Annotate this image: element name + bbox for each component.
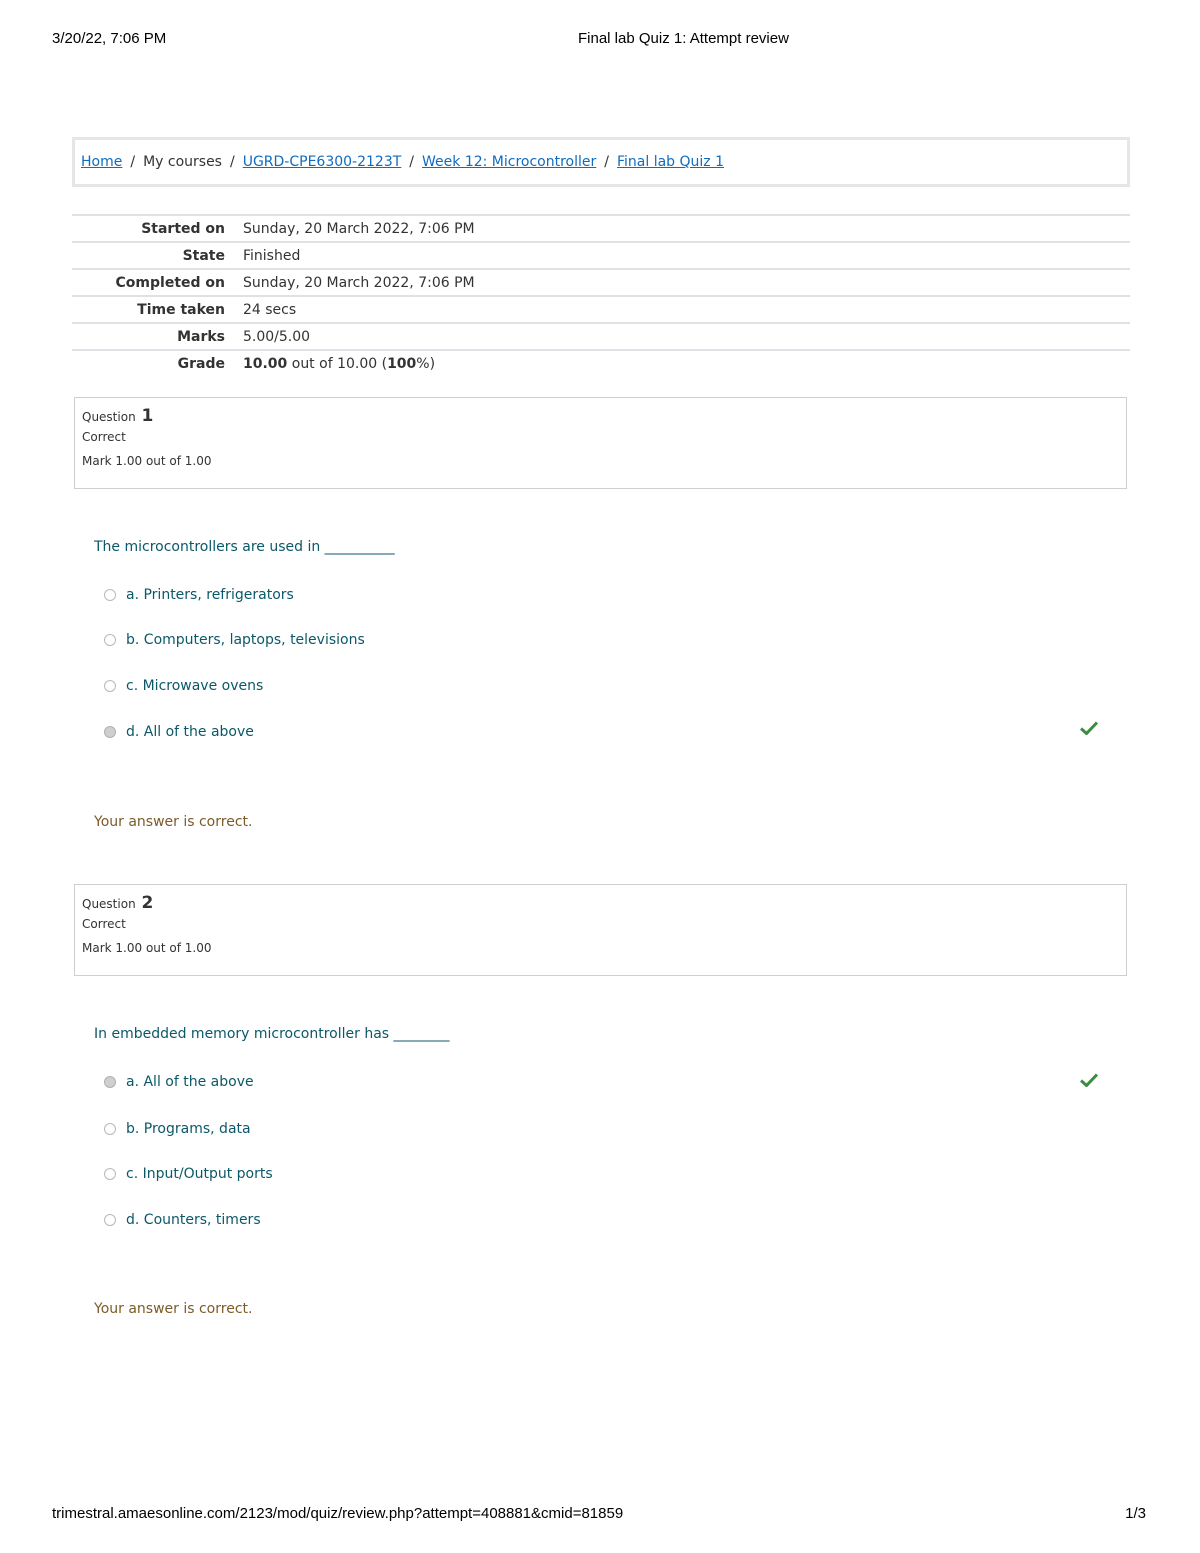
question-info-box xyxy=(74,397,1127,489)
answer-label: a. Printers, refrigerators xyxy=(126,587,294,603)
summary-value: 24 secs xyxy=(243,301,297,318)
print-title: Final lab Quiz 1: Attempt review xyxy=(578,30,789,47)
print-url: trimestral.amaesonline.com/2123/mod/quiz/review.php?attempt=408881&cmid=81859 xyxy=(52,1505,624,1522)
answer-option[interactable] xyxy=(104,1212,261,1228)
summary-label: Marks xyxy=(177,328,225,345)
answer-label: c. Microwave ovens xyxy=(126,678,264,694)
breadcrumb-separator: / xyxy=(130,154,136,170)
summary-label: Completed on xyxy=(115,274,225,291)
answer-label: a. All of the above xyxy=(126,1074,254,1090)
breadcrumb-separator: / xyxy=(409,154,415,170)
breadcrumb xyxy=(72,137,1130,187)
summary-row-started xyxy=(72,214,1130,241)
question-number xyxy=(82,893,1119,913)
answer-label: d. Counters, timers xyxy=(126,1212,261,1228)
check-icon xyxy=(1080,1073,1098,1087)
answer-label: b. Computers, laptops, televisions xyxy=(126,632,365,648)
answer-option[interactable] xyxy=(104,632,365,648)
breadcrumb-home-link[interactable]: Home xyxy=(81,154,123,170)
breadcrumb-section-link[interactable]: Week 12: Microcontroller xyxy=(422,154,597,170)
question-state: Correct xyxy=(82,430,126,444)
summary-row-state xyxy=(72,241,1130,268)
answer-option[interactable] xyxy=(104,1121,251,1137)
radio-button[interactable] xyxy=(104,634,116,646)
summary-value: Sunday, 20 March 2022, 7:06 PM xyxy=(243,274,475,291)
radio-button-selected[interactable] xyxy=(104,726,116,738)
radio-button[interactable] xyxy=(104,1168,116,1180)
summary-label: Time taken xyxy=(137,301,225,318)
question-label: Question xyxy=(82,410,136,424)
grade-percent-suffix: %) xyxy=(416,355,436,372)
question-number-value: 1 xyxy=(141,406,154,426)
grade-score: 10.00 xyxy=(243,355,288,372)
summary-label: State xyxy=(182,247,225,264)
answer-option[interactable] xyxy=(104,587,294,603)
feedback-text: Your answer is correct. xyxy=(94,1301,253,1317)
answer-label: b. Programs, data xyxy=(126,1121,251,1137)
answer-label: c. Input/Output ports xyxy=(126,1166,273,1182)
summary-row-marks xyxy=(72,322,1130,349)
print-page-number: 1/3 xyxy=(1125,1505,1146,1522)
summary-value: Sunday, 20 March 2022, 7:06 PM xyxy=(243,220,475,237)
answer-label: d. All of the above xyxy=(126,724,254,740)
summary-row-completed xyxy=(72,268,1130,295)
question-state: Correct xyxy=(82,917,126,931)
summary-row-grade xyxy=(72,349,1130,376)
breadcrumb-separator: / xyxy=(604,154,609,170)
print-date: 3/20/22, 7:06 PM xyxy=(52,30,167,47)
breadcrumb-separator: / xyxy=(229,154,235,170)
summary-value: 5.00/5.00 xyxy=(243,328,311,345)
grade-out-of: out of 10.00 ( xyxy=(287,355,388,372)
radio-button[interactable] xyxy=(104,1123,116,1135)
grade-percent: 100 xyxy=(387,355,417,372)
radio-button[interactable] xyxy=(104,1214,116,1226)
breadcrumb-my-courses: My courses xyxy=(143,154,222,170)
check-icon xyxy=(1080,721,1098,735)
summary-label: Grade xyxy=(177,355,225,372)
breadcrumb-quiz-link[interactable]: Final lab Quiz 1 xyxy=(617,154,725,170)
question-text: In embedded memory microcontroller has ________ xyxy=(94,1026,450,1042)
summary-value xyxy=(225,356,435,372)
answer-option[interactable] xyxy=(104,678,263,694)
summary-value: Finished xyxy=(243,247,301,264)
question-info-box xyxy=(74,884,1127,976)
question-number-value: 2 xyxy=(141,893,154,913)
question-label: Question xyxy=(82,897,136,911)
radio-button[interactable] xyxy=(104,589,116,601)
radio-button[interactable] xyxy=(104,680,116,692)
question-number xyxy=(82,406,1119,426)
answer-option[interactable] xyxy=(104,724,254,740)
attempt-summary-table xyxy=(72,214,1130,376)
question-text: The microcontrollers are used in __________ xyxy=(94,539,395,555)
question-mark: Mark 1.00 out of 1.00 xyxy=(82,941,212,955)
radio-button-selected[interactable] xyxy=(104,1076,116,1088)
feedback-text: Your answer is correct. xyxy=(94,814,253,830)
summary-row-time-taken xyxy=(72,295,1130,322)
question-mark: Mark 1.00 out of 1.00 xyxy=(82,454,212,468)
answer-option[interactable] xyxy=(104,1074,254,1090)
answer-option[interactable] xyxy=(104,1166,273,1182)
summary-label: Started on xyxy=(141,220,225,237)
breadcrumb-course-link[interactable]: UGRD-CPE6300-2123T xyxy=(242,154,402,170)
